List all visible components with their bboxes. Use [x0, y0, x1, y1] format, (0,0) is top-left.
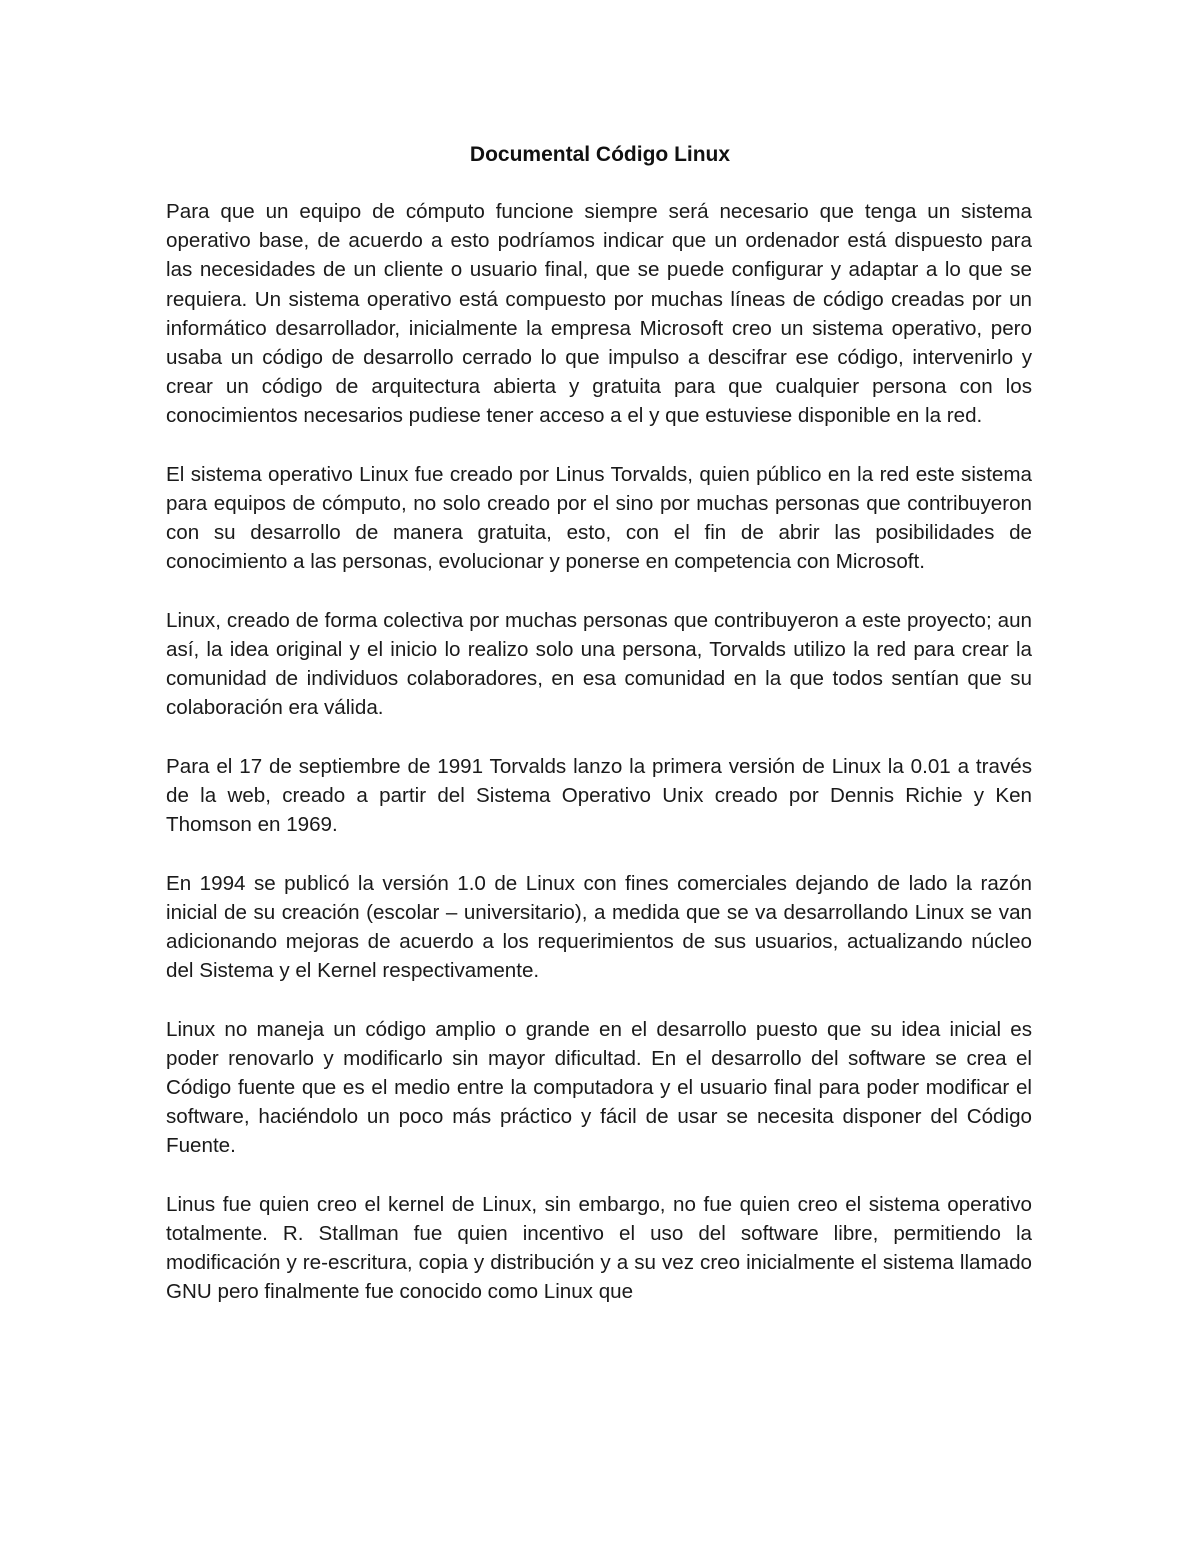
- paragraph: Para que un equipo de cómputo funcione siempre será necesario que tenga un sistema operativo base, de acuerdo a esto podríamos indicar que un ordenador está dispuesto para las necesidades de un cliente o usuario final, que se puede configurar y adaptar a lo que se requiera. Un sistema operativo está compuesto por muchas líneas de código creadas por un informático desarrollador, inicialmente la empresa Microsoft creo un sistema operativo, pero usaba un código de desarrollo cerrado lo que impulso a descifrar ese código, intervenirlo y crear un código de arquitectura abierta y gratuita para que cualquier persona con los conocimientos necesarios pudiese tener acceso a el y que estuviese disponible en la red.: [166, 200, 1032, 428]
- paragraph: Linus fue quien creo el kernel de Linux, sin embargo, no fue quien creo el sistema operativo totalmente. R. Stallman fue quien incentivo el uso del software libre, permitiendo la modificación y re-escritura, copia y distribución y a su vez creo inicialmente el sistema llamado GNU pero finalmente fue conocido como Linux que: [166, 1192, 1032, 1304]
- document-body: [166, 197, 1032, 1336]
- paragraph: Linux no maneja un código amplio o grande en el desarrollo puesto que su idea inicial es poder renovarlo y modificarlo sin mayor dificultad. En el desarrollo del software se crea el Código fuente que es el medio entre la computadora y el usuario final para poder modificar el software, haciéndolo un poco más práctico y fácil de usar se necesita disponer del Código Fuente.: [166, 1017, 1032, 1158]
- paragraph: El sistema operativo Linux fue creado por Linus Torvalds, quien público en la red este sistema para equipos de cómputo, no solo creado por el sino por muchas personas que contribuyeron con su desarrollo de manera gratuita, esto, con el fin de abrir las posibilidades de conocimiento a las personas, evolucionar y ponerse en competencia con Microsoft.: [166, 462, 1032, 574]
- paragraph: En 1994 se publicó la versión 1.0 de Linux con fines comerciales dejando de lado la razón inicial de su creación (escolar – universitario), a medida que se va desarrollando Linux se van adicionando mejoras de acuerdo a los requerimientos de sus usuarios, actualizando núcleo del Sistema y el Kernel respectivamente.: [166, 871, 1032, 983]
- document-title: Documental Código Linux: [469, 143, 731, 166]
- paragraph: Linux, creado de forma colectiva por muchas personas que contribuyeron a este proyecto; aun así, la idea original y el inicio lo realizo solo una persona, Torvalds utilizo la red para crear la comunidad de individuos colaboradores, en esa comunidad en la que todos sentían que su colaboración era válida.: [166, 608, 1032, 720]
- paragraph: Para el 17 de septiembre de 1991 Torvalds lanzo la primera versión de Linux la 0.01 a través de la web, creado a partir del Sistema Operativo Unix creado por Dennis Richie y Ken Thomson en 1969.: [166, 754, 1032, 837]
